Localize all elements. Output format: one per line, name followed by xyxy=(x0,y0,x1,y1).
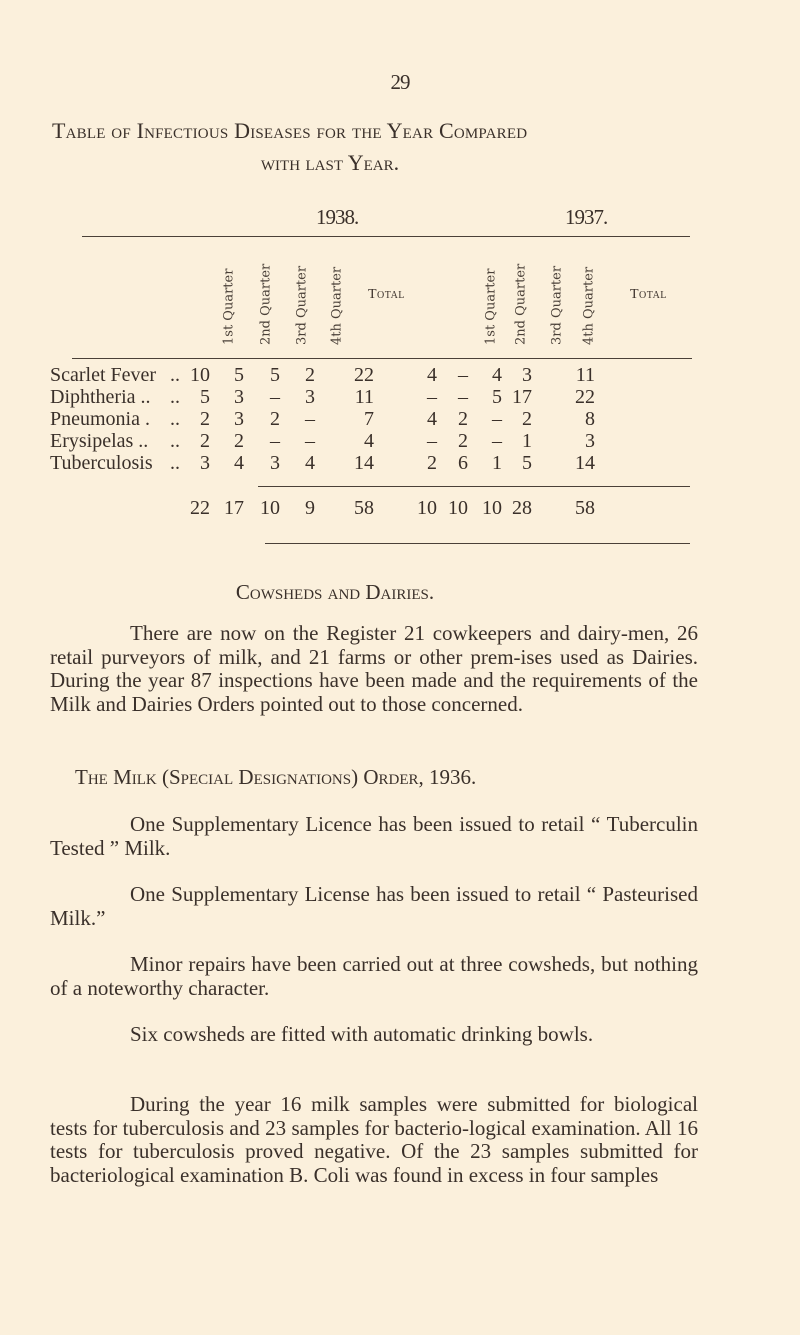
disease-name: Pneumonia . xyxy=(50,408,150,430)
table-cell: 2 xyxy=(200,408,210,430)
total-cell: 22 xyxy=(190,497,210,519)
table-cell: – xyxy=(458,386,468,408)
table-cell: 14 xyxy=(354,452,374,474)
table-cell: – xyxy=(305,408,315,430)
total-cell: 28 xyxy=(512,497,532,519)
section-heading-cowsheds: Cowsheds and Dairies. xyxy=(235,580,435,604)
table-cell: 2 xyxy=(427,452,437,474)
table-cell: 1 xyxy=(522,430,532,452)
dot-leader: .. xyxy=(170,408,180,430)
table-cell: 5 xyxy=(234,364,244,386)
table-cell: – xyxy=(492,408,502,430)
paragraph-repairs: Minor repairs have been carried out at three cowsheds, but nothing of a noteworthy character. xyxy=(50,952,698,1000)
table-cell: 4 xyxy=(364,430,374,452)
table-cell: 3 xyxy=(522,364,532,386)
year-1937-label: 1937. xyxy=(565,205,608,229)
col-header-1938-q2: 2nd Quarter xyxy=(258,263,274,345)
col-header-1937-q4: 4th Quarter xyxy=(581,266,597,345)
col-header-1937-q3: 3rd Quarter xyxy=(549,265,565,345)
paragraph-samples: During the year 16 milk samples were submitted for biological tests for tuberculosis and 23 samples for bacterio-logical examination. All 16 tests for tuberculosis proved negative. Of the 23 samples submitted for bacteriological examination B. Coli was found in excess in four samples xyxy=(50,1092,698,1187)
total-cell: 10 xyxy=(482,497,502,519)
table-cell: 2 xyxy=(305,364,315,386)
table-cell: 4 xyxy=(305,452,315,474)
table-cell: 8 xyxy=(585,408,595,430)
paragraph-tuberculin: One Supplementary Licence has been issued to retail “ Tuberculin Tested ” Milk. xyxy=(50,812,698,860)
total-cell: 9 xyxy=(305,497,315,519)
year-1938-label: 1938. xyxy=(316,205,359,229)
table-cell: 3 xyxy=(234,386,244,408)
col-header-1937-q2: 2nd Quarter xyxy=(513,263,529,345)
table-totals-rule xyxy=(258,486,690,487)
paragraph-register: There are now on the Register 21 cowkeepers and dairy-men, 26 retail purveyors of milk, and 21 farms or other prem-ises used as Dairies. During the year 87 inspections have been made and the requirements of the Milk and Dairies Orders pointed out to those concerned. xyxy=(50,621,698,716)
table-cell: 2 xyxy=(200,430,210,452)
total-cell: 58 xyxy=(575,497,595,519)
col-header-1937-q1: 1st Quarter xyxy=(483,268,499,345)
table-cell: 3 xyxy=(234,408,244,430)
table-title: Table of Infectious Diseases for the Year Compared xyxy=(52,118,528,143)
table-cell: 11 xyxy=(354,386,374,408)
table-cell: 2 xyxy=(458,408,468,430)
page-number: 29 xyxy=(390,70,410,94)
table-cell: 7 xyxy=(364,408,374,430)
table-cell: 2 xyxy=(458,430,468,452)
total-cell: 10 xyxy=(417,497,437,519)
table-top-rule xyxy=(82,236,690,237)
table-cell: 2 xyxy=(522,408,532,430)
table-cell: 1 xyxy=(492,452,502,474)
table-cell: 4 xyxy=(492,364,502,386)
dot-leader: .. xyxy=(170,452,180,474)
table-header-rule xyxy=(72,358,692,359)
table-cell: 3 xyxy=(270,452,280,474)
table-cell: 4 xyxy=(427,408,437,430)
dot-leader: .. xyxy=(170,386,180,408)
table-bottom-rule xyxy=(265,543,690,544)
table-cell: 22 xyxy=(354,364,374,386)
table-subtitle: with last Year. xyxy=(260,150,400,175)
table-cell: – xyxy=(270,386,280,408)
table-cell: 3 xyxy=(305,386,315,408)
dot-leader: .. xyxy=(170,364,180,386)
disease-name: Diphtheria .. xyxy=(50,386,151,408)
table-cell: 5 xyxy=(492,386,502,408)
table-cell: 10 xyxy=(190,364,210,386)
table-cell: 3 xyxy=(585,430,595,452)
table-cell: 5 xyxy=(522,452,532,474)
table-cell: 4 xyxy=(234,452,244,474)
table-cell: 3 xyxy=(200,452,210,474)
table-cell: – xyxy=(427,386,437,408)
table-cell: 11 xyxy=(575,364,595,386)
table-cell: – xyxy=(305,430,315,452)
total-cell: 10 xyxy=(260,497,280,519)
col-header-1938-q3: 3rd Quarter xyxy=(294,265,310,345)
total-cell: 58 xyxy=(354,497,374,519)
section-heading-milk-order: The Milk (Special Designations) Order, 1936. xyxy=(75,765,477,789)
table-cell: 2 xyxy=(234,430,244,452)
table-cell: – xyxy=(427,430,437,452)
dot-leader: .. xyxy=(170,430,180,452)
table-cell: 22 xyxy=(575,386,595,408)
col-header-1938-q1: 1st Quarter xyxy=(221,268,237,345)
table-cell: – xyxy=(270,430,280,452)
col-header-1938-q4: 4th Quarter xyxy=(329,266,345,345)
table-cell: 17 xyxy=(512,386,532,408)
total-cell: 17 xyxy=(224,497,244,519)
table-cell: – xyxy=(458,364,468,386)
disease-name: Scarlet Fever xyxy=(50,364,157,386)
table-cell: 5 xyxy=(270,364,280,386)
paragraph-pasteurised: One Supplementary License has been issued to retail “ Pasteurised Milk.” xyxy=(50,882,698,930)
paragraph-bowls: Six cowsheds are fitted with automatic drinking bowls. xyxy=(130,1022,594,1046)
table-cell: 5 xyxy=(200,386,210,408)
table-cell: 2 xyxy=(270,408,280,430)
disease-name: Tuberculosis xyxy=(50,452,153,474)
disease-name: Erysipelas .. xyxy=(50,430,149,452)
table-cell: 6 xyxy=(458,452,468,474)
table-cell: 14 xyxy=(575,452,595,474)
col-header-1938-total: Total xyxy=(368,287,405,302)
col-header-1937-total: Total xyxy=(630,287,667,302)
table-cell: 4 xyxy=(427,364,437,386)
total-cell: 10 xyxy=(448,497,468,519)
table-cell: – xyxy=(492,430,502,452)
